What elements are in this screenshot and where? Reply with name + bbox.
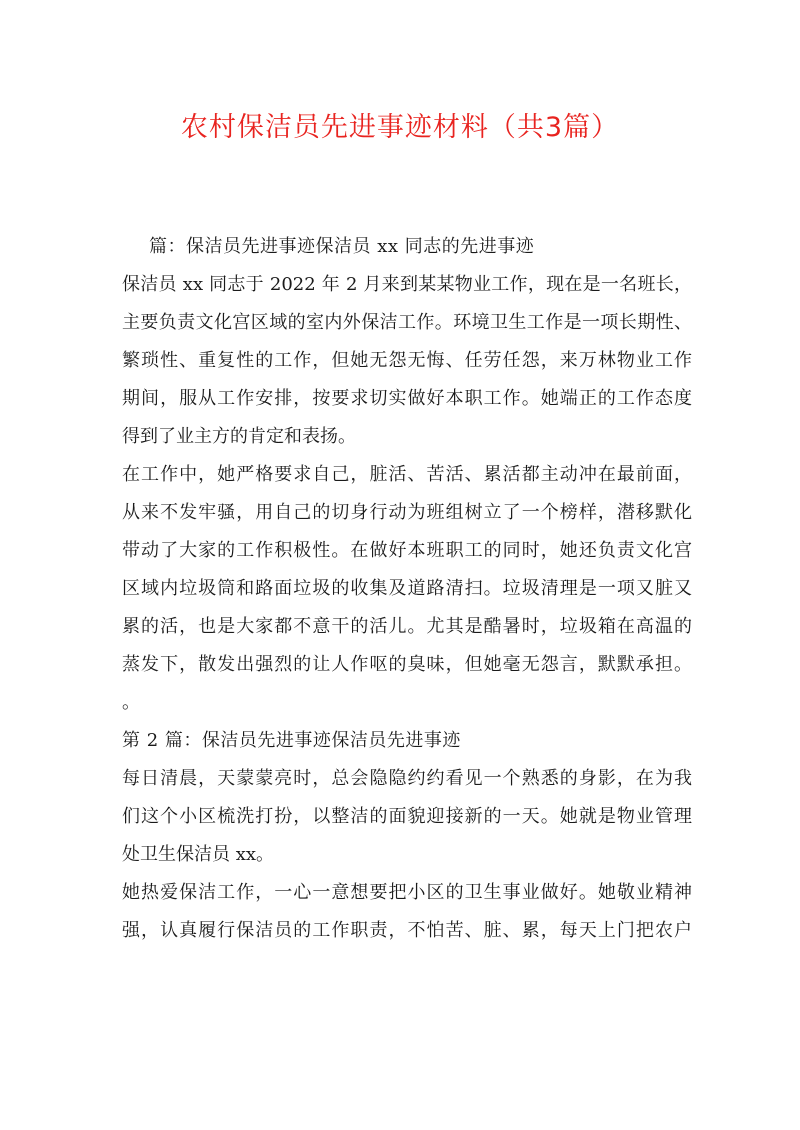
paragraph-line: 得到了业主方的肯定和表扬。: [122, 426, 356, 447]
paragraph-line: 累的活，也是大家都不意干的活儿。尤其是酷暑时，垃圾箱在高温的: [122, 616, 692, 637]
section-2-heading: 第 2 篇：保洁员先进事迹保洁员先进事迹: [122, 730, 461, 751]
paragraph-line: 在工作中，她严格要求自己，脏活、苦活、累活都主动冲在最前面，: [122, 464, 692, 485]
paragraph-line: 。: [122, 692, 140, 713]
paragraph-line: 处卫生保洁员 xx。: [122, 844, 275, 865]
paragraph-line: 强，认真履行保洁员的工作职责，不怕苦、脏、累，每天上门把农户: [122, 920, 692, 941]
paragraph-line: 期间，服从工作安排，按要求切实做好本职工作。她端正的工作态度: [122, 388, 692, 409]
paragraph-line: 从来不发牢骚，用自己的切身行动为班组树立了一个榜样，潜移默化: [122, 502, 692, 523]
paragraph-line: 蒸发下，散发出强烈的让人作呕的臭味，但她毫无怨言，默默承担。: [122, 654, 692, 675]
paragraph-line: 保洁员 xx 同志于 2022 年 2 月来到某某物业工作，现在是一名班长，: [122, 274, 692, 295]
document-body: [122, 228, 692, 950]
paragraph-line: 们这个小区梳洗打扮，以整洁的面貌迎接新的一天。她就是物业管理: [122, 806, 692, 827]
paragraph-line: 她热爱保洁工作，一心一意想要把小区的卫生事业做好。她敬业精神: [122, 882, 692, 903]
paragraph-line: 带动了大家的工作积极性。在做好本班职工的同时，她还负责文化宫: [122, 540, 692, 561]
paragraph-line: 繁琐性、重复性的工作，但她无怨无悔、任劳任怨，来万林物业工作: [122, 350, 692, 371]
document-title: 农村保洁员先进事迹材料（共3篇）: [180, 112, 620, 143]
paragraph-line: 区域内垃圾筒和路面垃圾的收集及道路清扫。垃圾清理是一项又脏又: [122, 578, 692, 599]
paragraph-line: 主要负责文化宫区域的室内外保洁工作。环境卫生工作是一项长期性、: [122, 312, 692, 333]
section-1-heading: 篇：保洁员先进事迹保洁员 xx 同志的先进事迹: [149, 236, 535, 257]
paragraph-line: 每日清晨，天蒙蒙亮时，总会隐隐约约看见一个熟悉的身影，在为我: [122, 768, 692, 789]
